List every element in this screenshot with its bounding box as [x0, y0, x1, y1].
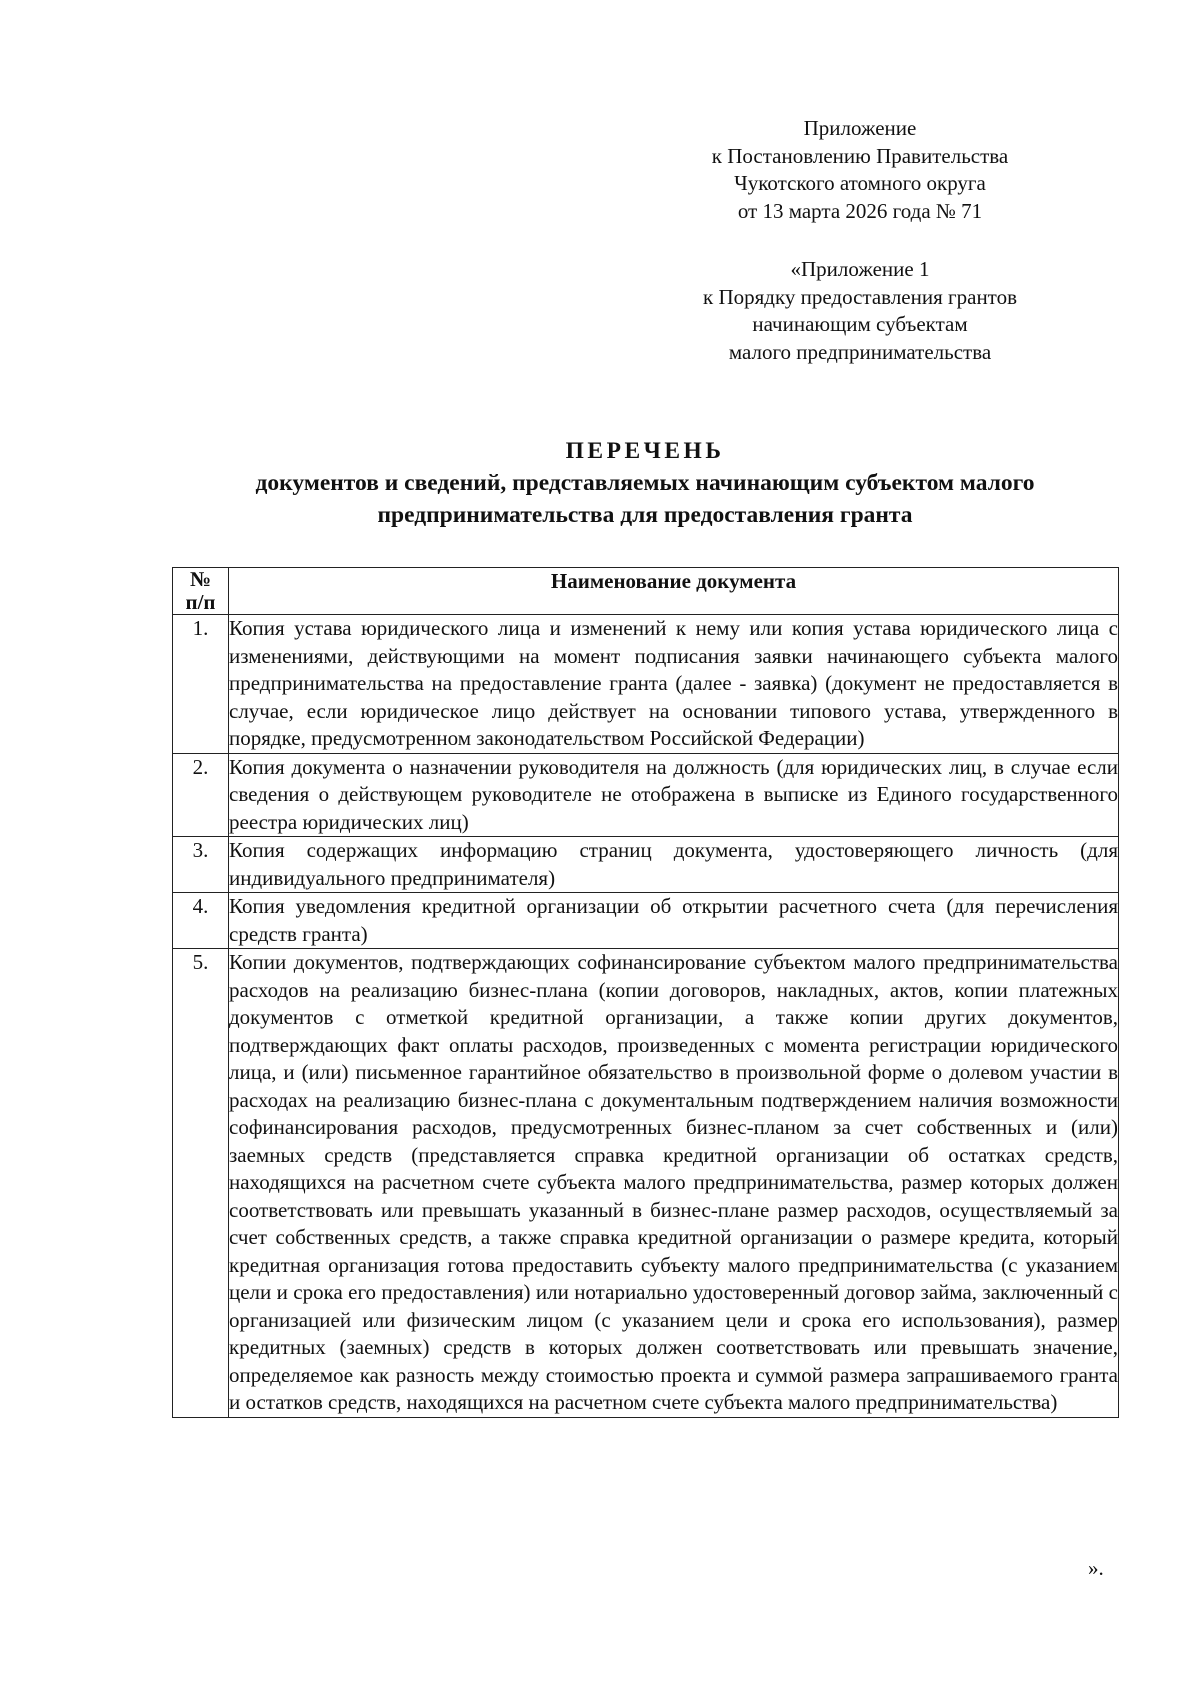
header-number	[173, 568, 229, 615]
header-number-line: п/п	[185, 590, 216, 614]
row-number: 3.	[173, 837, 229, 893]
inner-appendix-line: малого предпринимательства	[728, 339, 992, 364]
title-main: ПЕРЕЧЕНЬ	[565, 438, 725, 464]
table-row	[173, 753, 1119, 837]
row-text: Копия документа о назначении руководителя на должность (для юридических лиц, в случае если сведения о действующем руководителе не отображена в выписке из Единого государственного реестра юридических лиц)	[229, 753, 1119, 837]
table-row	[173, 893, 1119, 949]
table-row	[173, 837, 1119, 893]
row-text: Копия устава юридического лица и изменений к нему или копия устава юридического лица с изменениями, действующими на момент подписания заявки начинающего субъекта малого предпринимательства на предоставление гранта (далее - заявка) (документ не предоставляется в случае, если юридическое лицо действует на основании типового устава, утвержденного в порядке, предусмотренном законодательством Российской Федерации)	[229, 615, 1119, 754]
row-number: 2.	[173, 753, 229, 837]
appendix-line: от 13 марта 2026 года № 71	[737, 198, 983, 223]
row-number: 1.	[173, 615, 229, 754]
appendix-line: к Постановлению Правительства	[711, 143, 1009, 168]
row-text: Копии документов, подтверждающих софинансирование субъектом малого предпринимательства расходов на реализацию бизнес-плана (копии договоров, накладных, актов, копии платежных документов с отметкой кредитной организации, а также копии других документов, подтверждающих факт оплаты расходов, произведенных с момента регистрации юридического лица, и (или) письменное гарантийное обязательство в произвольной форме о долевом участии в расходах на реализацию бизнес-плана с документальным подтверждением наличия возможности софинансирования расходов, предусмотренных бизнес-планом за счет собственных и (или) заемных средств (представляется справка кредитной организации об остатках средств, находящихся на расчетном счете субъекта малого предпринимательства, размер которых должен соответствовать или превышать указанный в бизнес-плане размер расходов, осуществляемый за счет собственных средств, а также справка кредитной организации о размере кредита, который кредитная организация готова предоставить субъекту малого предпринимательства (с указанием цели и срока его предоставления) или нотариально удостоверенный договор займа, заключенный с организацией или физическим лицом (с указанием цели и срока его использования), размер кредитных (заемных) средств в которых должен соответствовать или превышать значение, определяемое как разность между стоимостью проекта и суммой размера запрашиваемого гранта и остатков средств, находящихся на расчетном счете субъекта малого предпринимательства)	[229, 949, 1119, 1418]
title-line: документов и сведений, представляемых начинающим субъектом малого	[255, 470, 1035, 496]
row-number: 4.	[173, 893, 229, 949]
appendix-header	[640, 115, 1080, 225]
title-line: предпринимательства для предоставления гранта	[377, 502, 913, 528]
appendix-line: Чукотского атомного округа	[734, 171, 986, 195]
header-number-line: №	[189, 567, 212, 591]
documents-table	[172, 567, 1119, 1418]
table-row	[173, 949, 1119, 1418]
inner-appendix-line: «Приложение 1	[790, 257, 930, 281]
closing-quote: ».	[1088, 1556, 1104, 1580]
inner-appendix-line: начинающим субъектам	[752, 312, 968, 336]
inner-appendix-line: к Порядку предоставления грантов	[703, 284, 1017, 309]
row-number: 5.	[173, 949, 229, 1418]
inner-appendix-header	[640, 256, 1080, 366]
row-text: Копия содержащих информацию страниц документа, удостоверяющего личность (для индивидуального предпринимателя)	[229, 837, 1119, 893]
row-text: Копия уведомления кредитной организации об открытии расчетного счета (для перечисления средств гранта)	[229, 893, 1119, 949]
table-row	[173, 615, 1119, 754]
table-header-row	[173, 568, 1119, 615]
appendix-line: Приложение	[803, 116, 917, 140]
document-title	[150, 435, 1140, 531]
header-document-name: Наименование документа	[229, 568, 1119, 615]
